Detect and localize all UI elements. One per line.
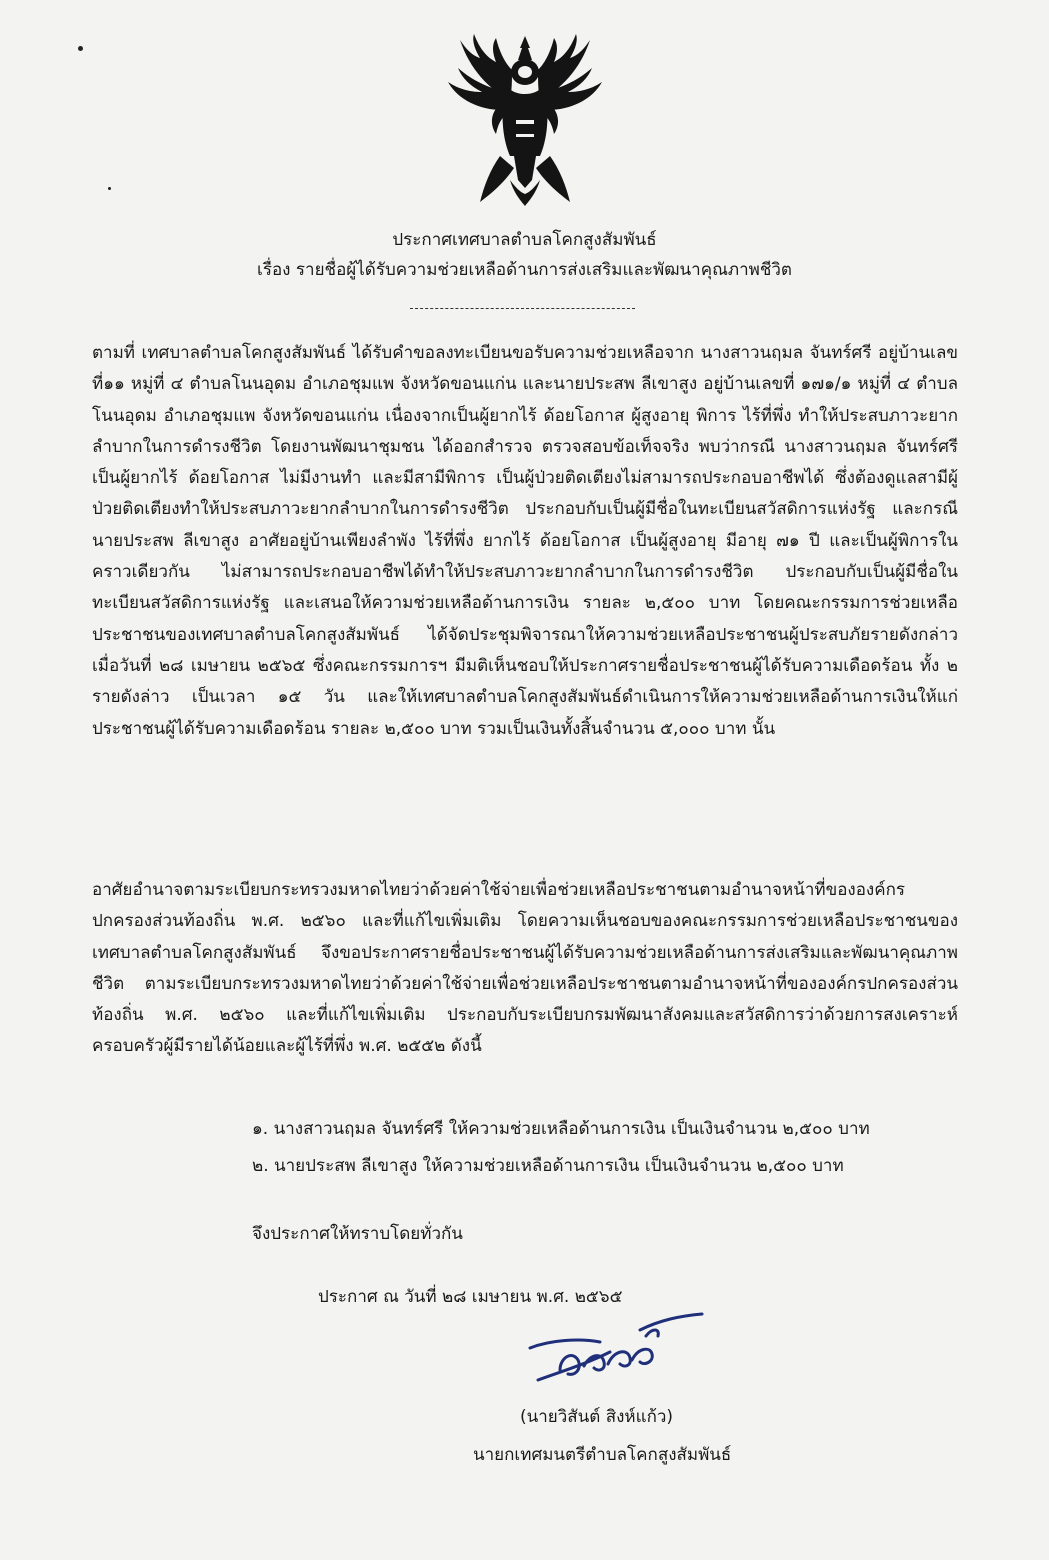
signer-title: นายกเทศมนตรีตำบลโคกสูงสัมพันธ์ [473, 1445, 732, 1465]
handwritten-signature-icon [520, 1310, 710, 1390]
closing-statement: จึงประกาศให้ทราบโดยทั่วกัน [252, 1224, 463, 1244]
body-paragraph-2: อาศัยอำนาจตามระเบียบกระทรวงมหาดไทยว่าด้วยค่าใช้จ่ายเพื่อช่วยเหลือประชาชนตามอำนาจหน้าที่ขององค์กรปกครองส่วนท้องถิ่น พ.ศ. ๒๕๖๐ และที่แก้ไขเพิ่มเติม โดยความเห็นชอบของคณะกรรมการช่วยเหลือประชาชนของเทศบาลตำบลโคกสูงสัมพันธ์ จึงขอประกาศรายชื่อประชาชนผู้ได้รับความช่วยเหลือด้านการส่งเสริมและพัฒนาคุณภาพชีวิต ตามระเบียบกระทรวงมหาดไทยว่าด้วยค่าใช้จ่ายเพื่อช่วยเหลือประชาชนตามอำนาจหน้าที่ขององค์กรปกครองส่วนท้องถิ่น พ.ศ. ๒๕๖๐ และที่แก้ไขเพิ่มเติม ประกอบกับระเบียบกรมพัฒนาสังคมและสวัสดิการว่าด้วยการสงเคราะห์ครอบครัวผู้มีรายได้น้อยและผู้ไร้ที่พึ่ง พ.ศ. ๒๕๕๒ ดังนี้ [92, 880, 958, 1057]
recipient-item-2: ๒. นายประสพ ลีเขาสูง ให้ความช่วยเหลือด้านการเงิน เป็นเงินจำนวน ๒,๕๐๐ บาท [252, 1156, 844, 1176]
scan-speck [108, 187, 111, 190]
signer-name: (นายวิสันต์ สิงห์แก้ว) [520, 1407, 674, 1427]
announcement-subject: เรื่อง รายชื่อผู้ได้รับความช่วยเหลือด้านการส่งเสริมและพัฒนาคุณภาพชีวิต [257, 260, 792, 280]
announcement-date: ประกาศ ณ วันที่ ๒๘ เมษายน พ.ศ. ๒๕๖๕ [318, 1287, 623, 1307]
header-divider [410, 308, 635, 309]
announcement-title: ประกาศเทศบาลตำบลโคกสูงสัมพันธ์ [392, 230, 657, 250]
recipient-item-1: ๑. นางสาวนฤมล จันทร์ศรี ให้ความช่วยเหลือด้านการเงิน เป็นเงินจำนวน ๒,๕๐๐ บาท [252, 1119, 870, 1139]
garuda-emblem-icon [440, 30, 610, 210]
body-paragraph-1: ตามที่ เทศบาลตำบลโคกสูงสัมพันธ์ ได้รับคำขอลงทะเบียนขอรับความช่วยเหลือจาก นางสาวนฤมล จันทร์ศรี อยู่บ้านเลขที่๑๑ หมู่ที่ ๔ ตำบลโนนอุดม อำเภอชุมแพ จังหวัดขอนแก่น และนายประสพ ลีเขาสูง อยู่บ้านเลขที่ ๑๗๑/๑ หมู่ที่ ๔ ตำบลโนนอุดม อำเภอชุมแพ จังหวัดขอนแก่น เนื่องจากเป็นผู้ยากไร้ ด้อยโอกาส ผู้สูงอายุ พิการ ไร้ที่พึ่ง ทำให้ประสบภาวะยากลำบากในการดำรงชีวิต โดยงานพัฒนาชุมชน ได้ออกสำรวจ ตรวจสอบข้อเท็จจริง พบว่ากรณี นางสาวนฤมล จันทร์ศรี เป็นผู้ยากไร้ ด้อยโอกาส ไม่มีงานทำ และมีสามีพิการ เป็นผู้ป่วยติดเตียงไม่สามารถประกอบอาชีพได้ ซึ่งต้องดูแลสามีผู้ป่วยติดเตียงทำให้ประสบภาวะยากลำบากในการดำรงชีวิต ประกอบกับเป็นผู้มีชื่อในทะเบียนสวัสดิการแห่งรัฐ และกรณี นายประสพ ลีเขาสูง อาศัยอยู่บ้านเพียงลำพัง ไร้ที่พึ่ง ยากไร้ ด้อยโอกาส เป็นผู้สูงอายุ มีอายุ ๗๑ ปี และเป็นผู้พิการในคราวเดียวกัน ไม่สามารถประกอบอาชีพได้ทำให้ประสบภาวะยากลำบากในการดำรงชีวิต ประกอบกับเป็นผู้มีชื่อในทะเบียนสวัสดิการแห่งรัฐ และเสนอให้ความช่วยเหลือด้านการเงิน รายละ ๒,๕๐๐ บาท โดยคณะกรรมการช่วยเหลือประชาชนของเทศบาลตำบลโคกสูงสัมพันธ์ ได้จัดประชุมพิจารณาให้ความช่วยเหลือประชาชนผู้ประสบภัยรายดังกล่าว เมื่อวันที่ ๒๘ เมษายน ๒๕๖๕ ซึ่งคณะกรรมการฯ มีมติเห็นชอบให้ประกาศรายชื่อประชาชนผู้ได้รับความเดือดร้อน ทั้ง ๒ รายดังล่าว เป็นเวลา ๑๕ วัน และให้เทศบาลตำบลโคกสูงสัมพันธ์ดำเนินการให้ความช่วยเหลือด้านการเงินให้แก่ประชาชนผู้ได้รับความเดือดร้อน รายละ ๒,๕๐๐ บาท รวมเป็นเงินทั้งสิ้นจำนวน ๕,๐๐๐ บาท นั้น [92, 343, 958, 739]
scan-speck [78, 46, 83, 51]
